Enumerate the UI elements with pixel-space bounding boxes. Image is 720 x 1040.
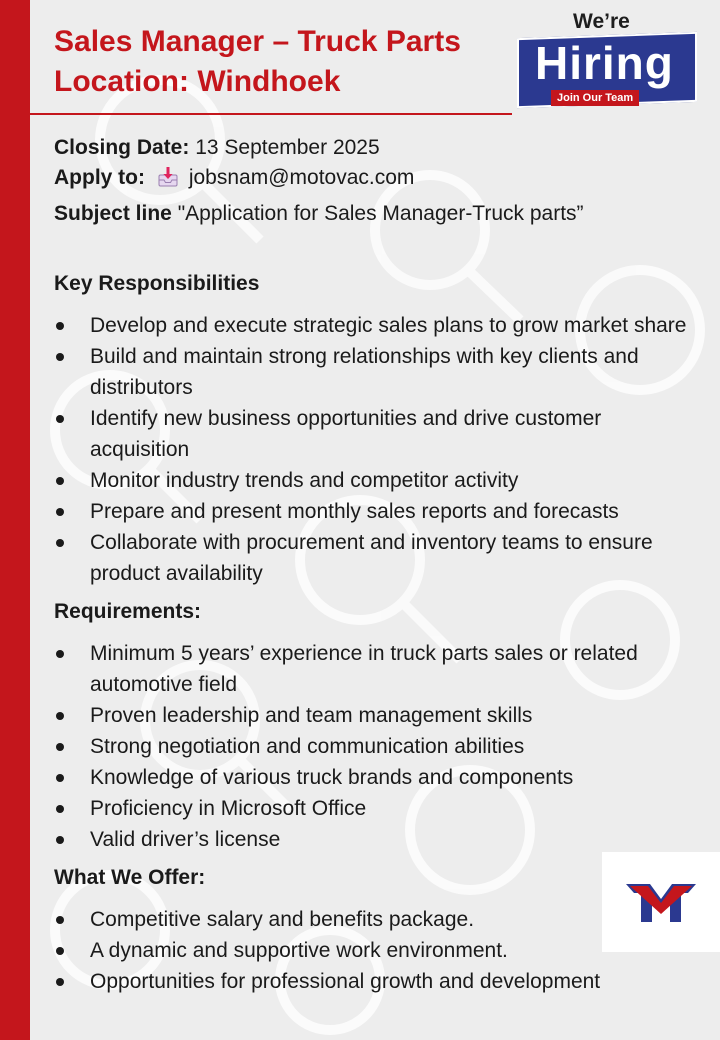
company-logo: [602, 852, 720, 952]
apply-email-link[interactable]: jobsnam@motovac.com: [188, 166, 415, 189]
closing-date: [54, 133, 694, 163]
badge-hiring-text: Hiring: [535, 37, 674, 89]
inbox-download-icon: [157, 166, 179, 188]
requirements-heading: Requirements:: [54, 600, 202, 623]
hiring-badge: [513, 10, 705, 108]
list-item: Build and maintain strong relationships with key clients and distributors: [54, 341, 694, 403]
badge-were-text: We’re: [573, 10, 630, 33]
list-item: Monitor industry trends and competitor activity: [54, 465, 694, 496]
list-item: Minimum 5 years’ experience in truck parts sales or related automotive field: [54, 638, 694, 700]
job-header: [54, 22, 461, 102]
list-item: Develop and execute strategic sales plans to grow market share: [54, 310, 694, 341]
badge-join-text: Join Our Team: [551, 90, 639, 106]
job-location: Location: Windhoek: [54, 65, 341, 98]
offer-list: [54, 904, 694, 997]
list-item: Valid driver’s license: [54, 824, 694, 855]
responsibilities-heading: Key Responsibilities: [54, 272, 260, 295]
list-item: Competitive salary and benefits package.: [54, 904, 694, 935]
header-divider: [30, 113, 512, 115]
list-item: Opportunities for professional growth and development: [54, 966, 694, 997]
subject-line-label: Subject line: [54, 202, 172, 225]
subject-line: [54, 199, 694, 229]
list-item: A dynamic and supportive work environment.: [54, 935, 694, 966]
apply-to-label: Apply to:: [54, 166, 145, 189]
list-item: Collaborate with procurement and inventory teams to ensure product availability: [54, 527, 694, 589]
list-item: Proficiency in Microsoft Office: [54, 793, 694, 824]
list-item: Identify new business opportunities and drive customer acquisition: [54, 403, 694, 465]
subject-line-value: "Application for Sales Manager-Truck parts”: [177, 202, 584, 225]
closing-date-value: 13 September 2025: [195, 136, 380, 159]
closing-date-label: Closing Date:: [54, 136, 190, 159]
list-item: Strong negotiation and communication abilities: [54, 731, 694, 762]
apply-to: [54, 163, 694, 193]
list-item: Knowledge of various truck brands and components: [54, 762, 694, 793]
job-title: Sales Manager – Truck Parts: [54, 25, 461, 58]
motovac-m-logo-icon: [602, 852, 720, 952]
list-item: Proven leadership and team management skills: [54, 700, 694, 731]
job-details: [54, 133, 694, 997]
list-item: Prepare and present monthly sales reports and forecasts: [54, 496, 694, 527]
offer-heading: What We Offer:: [54, 866, 206, 889]
responsibilities-list: [54, 310, 694, 589]
requirements-list: [54, 638, 694, 855]
left-accent-strip: [0, 0, 30, 1040]
